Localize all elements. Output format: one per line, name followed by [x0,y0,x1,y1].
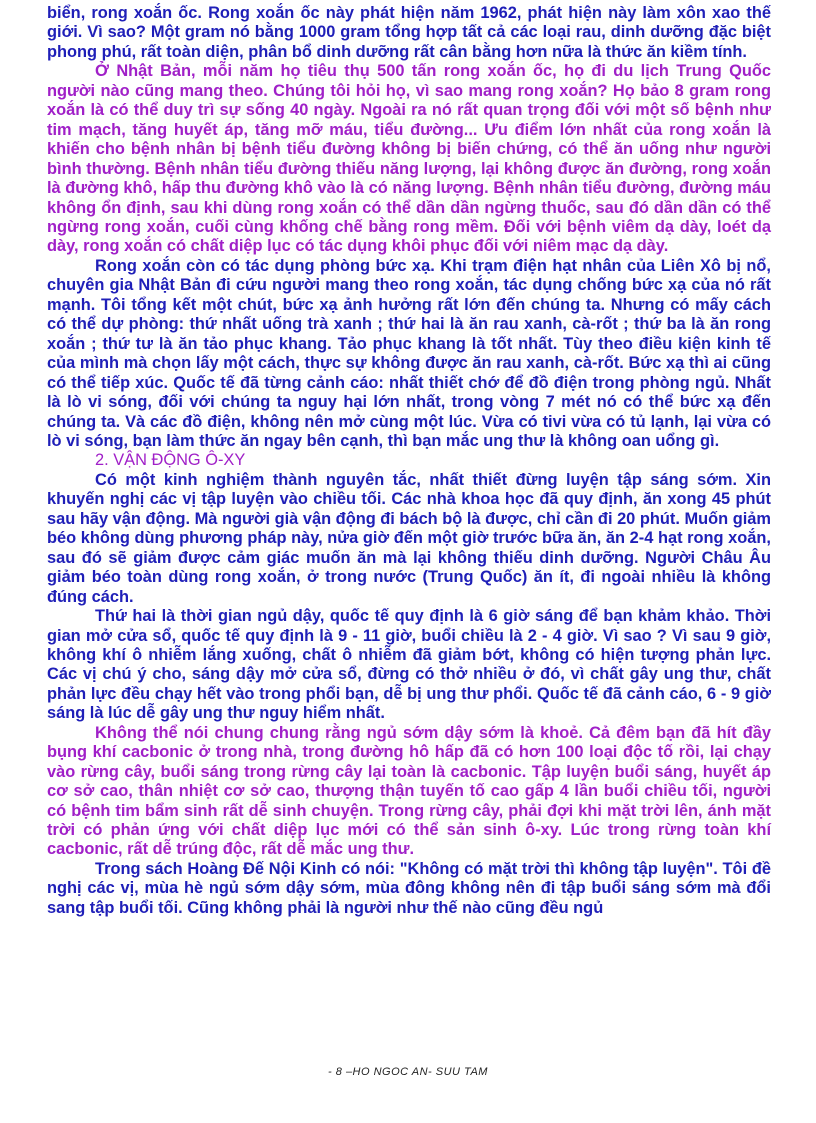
document-page [47,4,771,918]
paragraph-exercise-timing: Có một kinh nghiệm thành nguyên tắc, nhất thiết đừng luyện tập sáng sớm. Xin khuyến nghị các vị tập luyện vào chiều tối. Các nhà khoa học đã quy định, ăn xong 45 phút sau hãy vận động. Mà người già vận động đi bách bộ là được, chỉ cần đi 20 phút. Muốn giảm béo không dùng phương pháp này, nửa giờ đến một giờ trước bữa ăn, ăn 2-4 hạt rong xoắn, sau đó sẽ giảm được cảm giác muốn ăn mà lại không thiếu dinh dưỡng. Người Châu Âu giảm béo toàn dùng rong xoắn, ở trong nước (Trung Quốc) ăn ít, đi ngoài nhiều là không đúng cách. [47,470,771,606]
section-heading-oxygen-exercise: 2. VẬN ĐỘNG Ô-XY [95,451,246,470]
page-footer: - 8 –HO NGOC AN- SUU TAM [328,1066,488,1078]
paragraph-spirulina-intro: biển, rong xoắn ốc. Rong xoắn ốc này phát hiện năm 1962, phát hiện này làm xôn xao thế giới. Vì sao? Một gram nó bằng 1000 gram tổng hợp tất cả các loại rau, dinh dưỡng đặc biệt phong phú, rất toàn diện, phân bổ dinh dưỡng rất cân bằng hơn nữa là thức ăn kiềm tính. [47,4,771,61]
paragraph-radiation-protection: Rong xoắn còn có tác dụng phòng bức xạ. Khi trạm điện hạt nhân của Liên Xô bị nổ, chuyên gia Nhật Bản đi cứu người mang theo rong xoắn, tác dụng chống bức xạ của nó rất mạnh. Tôi tổng kết một chút, bức xạ ảnh hưởng rất lớn đến chúng ta. Nhưng có mấy cách có thể dự phòng: thứ nhất uống trà xanh ; thứ hai là ăn rau xanh, cà-rốt ; thứ ba là ăn rong xoắn ; thứ tư là ăn tảo phục khang. Tảo phục khang là tốt nhất. Tùy theo điều kiện kinh tế của mình mà chọn lấy một cách, thực sự không được ăn rau xanh, cà-rốt. Bức xạ thì ai cũng có thể tiếp xúc. Quốc tế đã từng cảnh cáo: nhất thiết chớ để đồ điện trong phòng ngủ. Nhất là lò vi sóng, đối với chúng ta nguy hại lớn nhất, trong vòng 7 mét nó có thể bức xạ đến chúng ta. Và các đồ điện, không nên mở cùng một lúc. Vừa có tivi vừa có tủ lạnh, lại vừa có lò vi sóng, bạn làm thức ăn ngay bên cạnh, thì bạn mắc ung thư là không oan uổng gì. [47,256,771,450]
paragraph-wake-up-time: Thứ hai là thời gian ngủ dậy, quốc tế quy định là 6 giờ sáng để bạn khảm khảo. Thời gian mở cửa sổ, quốc tế quy định là 9 - 11 giờ, buổi chiều là 2 - 4 giờ. Vì sao ? Vì sau 9 giờ, không khí ô nhiễm lắng xuống, chất ô nhiễm đã giảm bớt, không có hiện tượng phản lực. Các vị chú ý cho, sáng dậy mở cửa sổ, đừng có thở nhiều ở đó, vì chất gây ung thư, chất phản lực đều chạy hết vào trong phổi bạn, dễ bị ung thư phổi. Quốc tế đã cảnh cáo, 6 - 9 giờ sáng là lúc dễ gây ung thư nguy hiểm nhất. [47,607,771,723]
paragraph-early-rising: Không thể nói chung chung rằng ngủ sớm dậy sớm là khoẻ. Cả đêm bạn đã hít đầy bụng khí cacbonic ở trong nhà, trong đường hô hấp đã có hơn 100 loại độc tố rồi, lại chạy vào rừng cây, buổi sáng trong rừng cây lại toàn là cacbonic. Tập luyện buổi sáng, huyết áp cơ sở cao, thân nhiệt cơ sở cao, thượng thận tuyến tố cao gấp 4 lần buổi chiều tối, người có bệnh tim bẩm sinh rất dễ sinh chuyện. Trong rừng cây, phải đợi khi mặt trời lên, ánh mặt trời có phản ứng với chất diệp lục mới có thể sản sinh ô-xy. Lúc trong rừng toàn khí cacbonic, rất dễ trúng độc, rất dễ mắc ung thư. [47,723,771,859]
paragraph-hoang-de-noi-kinh: Trong sách Hoàng Đế Nội Kinh có nói: "Không có mặt trời thì không tập luyện". Tôi đề nghị các vị, mùa hè ngủ sớm dậy sớm, mùa đông không nên đi tập buổi sáng sớm mà đổi sang tập buổi tối. Cũng không phải là người như thế nào cũng đều ngủ [47,859,771,917]
paragraph-japan-consumption: Ở Nhật Bản, mỗi năm họ tiêu thụ 500 tấn rong xoắn ốc, họ đi du lịch Trung Quốc người nào cũng mang theo. Chúng tôi hỏi họ, vì sao mang rong xoắn? Họ bảo 8 gram rong xoắn là có thể duy trì sự sống 40 ngày. Ngoài ra nó rất quan trọng đối với một số bệnh như tim mạch, tăng huyết áp, tăng mỡ máu, tiểu đường... Ưu điểm lớn nhất của rong xoắn là khiến cho bệnh nhân bị bệnh tiểu đường không bị biến chứng, có thể ăn uống như người bình thường. Bệnh nhân tiểu đường thiếu năng lượng, lại không được ăn đường, rong xoắn là đường khô, hấp thu đường khô vào là có năng lượng. Bệnh nhân tiểu đường, đường máu không ổn định, sau khi dùng rong xoắn có thể dần dần ngừng thuốc, sau đó dần dần có thể ngừng rong xoắn, cuối cùng khống chế bằng rong mềm. Đối với bệnh viêm dạ dày, loét dạ dày, rong xoắn có chất diệp lục có tác dụng khôi phục đối với niêm mạc dạ dày. [47,62,771,256]
